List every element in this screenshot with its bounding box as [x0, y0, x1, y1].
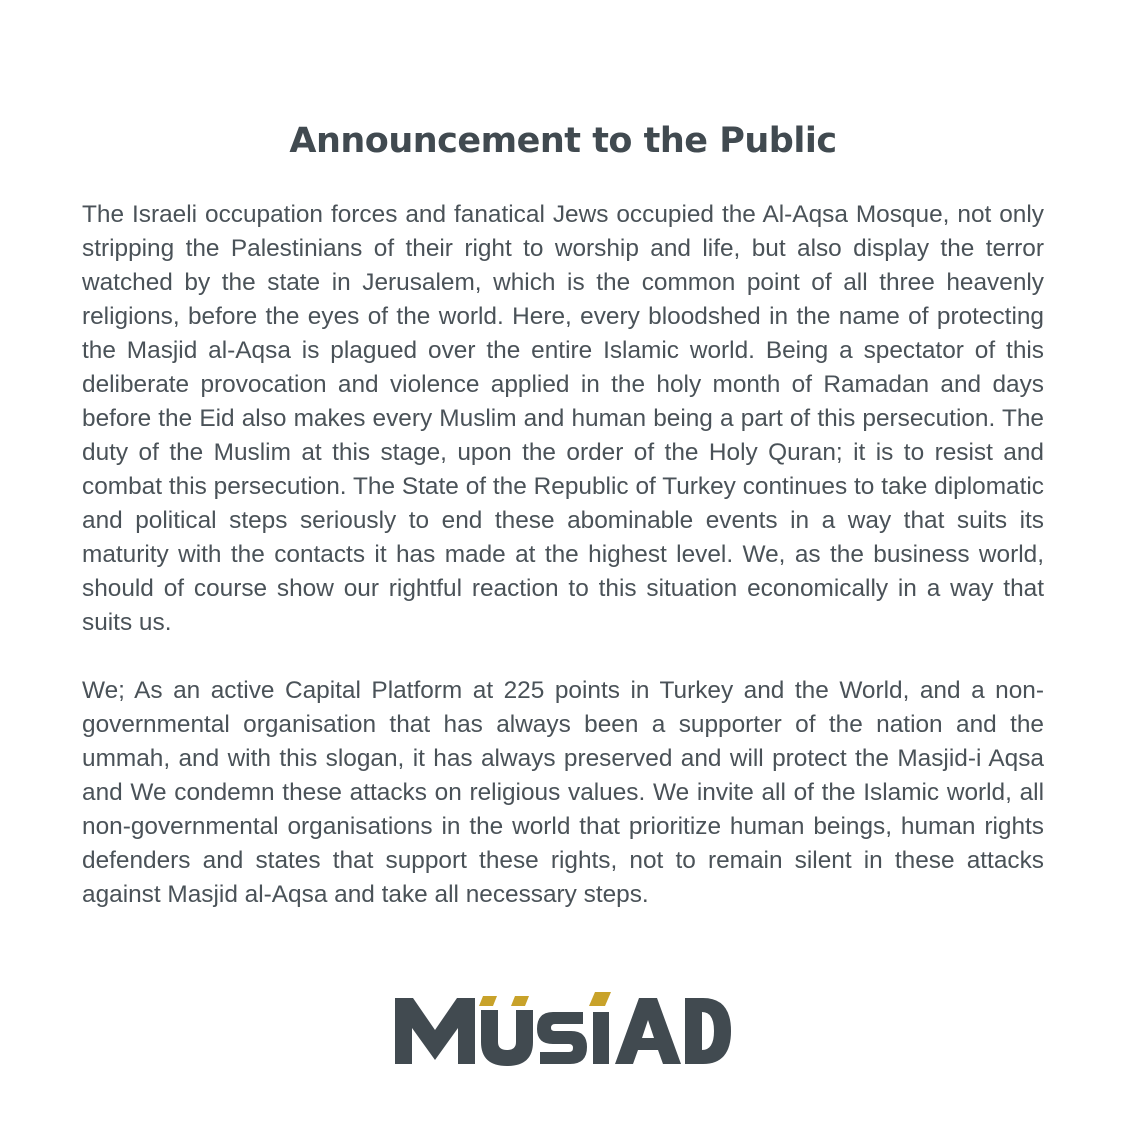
logo-umlaut-accent-2 — [511, 996, 529, 1006]
logo-letter-i-dot — [589, 992, 611, 1006]
announcement-body — [82, 198, 1044, 912]
paragraph-1: The Israeli occupation forces and fanatical Jews occupied the Al-Aqsa Mosque, not only stripping the Palestinians of their right to worship and life, but also display the terror watched by the state in Jerusalem, which is the common point of all three heavenly religions, before the eyes of the world. Here, every bloodshed in the name of protecting the Masjid al-Aqsa is plagued over the entire Islamic world. Being a spectator of this deliberate provocation and violence applied in the holy month of Ramadan and days before the Eid also makes every Muslim and human being a part of this persecution. The duty of the Muslim at this stage, upon the order of the Holy Quran; it is to resist and combat this persecution. The State of the Republic of Turkey continues to take diplomatic and political steps seriously to end these abominable events in a way that suits its maturity with the contacts it has made at the highest level. We, as the business world, should of course show our rightful reaction to this situation economically in a way that suits us. — [82, 201, 1044, 636]
logo-letter-i — [593, 1012, 609, 1064]
logo-letter-s — [537, 1012, 587, 1064]
logo-letter-u — [481, 1010, 533, 1066]
logo-letter-m — [395, 998, 475, 1064]
logo-letter-d — [685, 998, 731, 1064]
logo-umlaut-accent — [479, 996, 497, 1006]
page-title: Announcement to the Public — [289, 121, 837, 161]
musiad-logo — [395, 990, 731, 1066]
paragraph-2: We; As an active Capital Platform at 225 points in Turkey and the World, and a non-governmental organisation that has always been a supporter of the nation and the ummah, and with this slogan, it has always preserved and will protect the Masjid-i Aqsa and We condemn these attacks on religious values. We invite all of the Islamic world, all non-governmental organisations in the world that prioritize human beings, human rights defenders and states that support these rights, not to remain silent in these attacks against Masjid al-Aqsa and take all necessary steps. — [82, 677, 1044, 908]
